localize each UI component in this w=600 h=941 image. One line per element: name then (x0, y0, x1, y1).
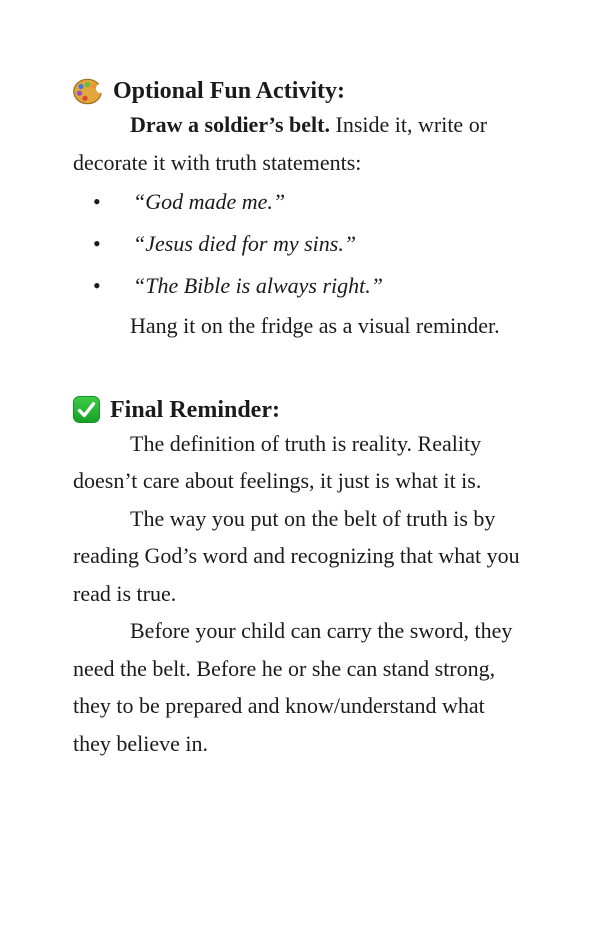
activity-section-heading (73, 76, 527, 106)
artist-palette-icon (73, 78, 103, 105)
bullet-marker: • (93, 231, 101, 256)
truth-statement-text: “The Bible is always right.” (133, 273, 383, 298)
truth-statements-list (73, 181, 527, 307)
reminder-paragraph-definition: The definition of truth is reality. Reality doesn’t care about feelings, it just is what it is. (73, 430, 482, 493)
bullet-marker: • (93, 273, 101, 298)
reminder-section-heading (73, 395, 527, 425)
activity-intro-bold-lead: Draw a soldier’s belt. (130, 112, 330, 137)
list-item (73, 223, 527, 265)
bullet-marker: • (93, 189, 101, 214)
reminder-paragraph-way: The way you put on the belt of truth is by reading God’s word and recognizing that what you read is true. (73, 505, 520, 606)
reminder-heading-label: Final Reminder: (110, 396, 280, 423)
list-item (73, 181, 527, 223)
activity-intro-paragraph (73, 106, 527, 181)
truth-statement-text: “Jesus died for my sins.” (133, 231, 357, 256)
reminder-paragraph-before: Before your child can carry the sword, they need the belt. Before he or she can stand strong, they to be prepared and know/understand what they believe in. (73, 618, 513, 756)
truth-statement-text: “God made me.” (133, 189, 286, 214)
list-item (73, 265, 527, 307)
activity-heading-label: Optional Fun Activity: (113, 78, 346, 104)
check-mark-icon (73, 396, 100, 423)
activity-closing-line: Hang it on the fridge as a visual reminder. (130, 313, 500, 338)
activity-intro-rest: Inside it, write or decorate it with truth statements: (73, 112, 488, 175)
document-page (0, 76, 600, 941)
